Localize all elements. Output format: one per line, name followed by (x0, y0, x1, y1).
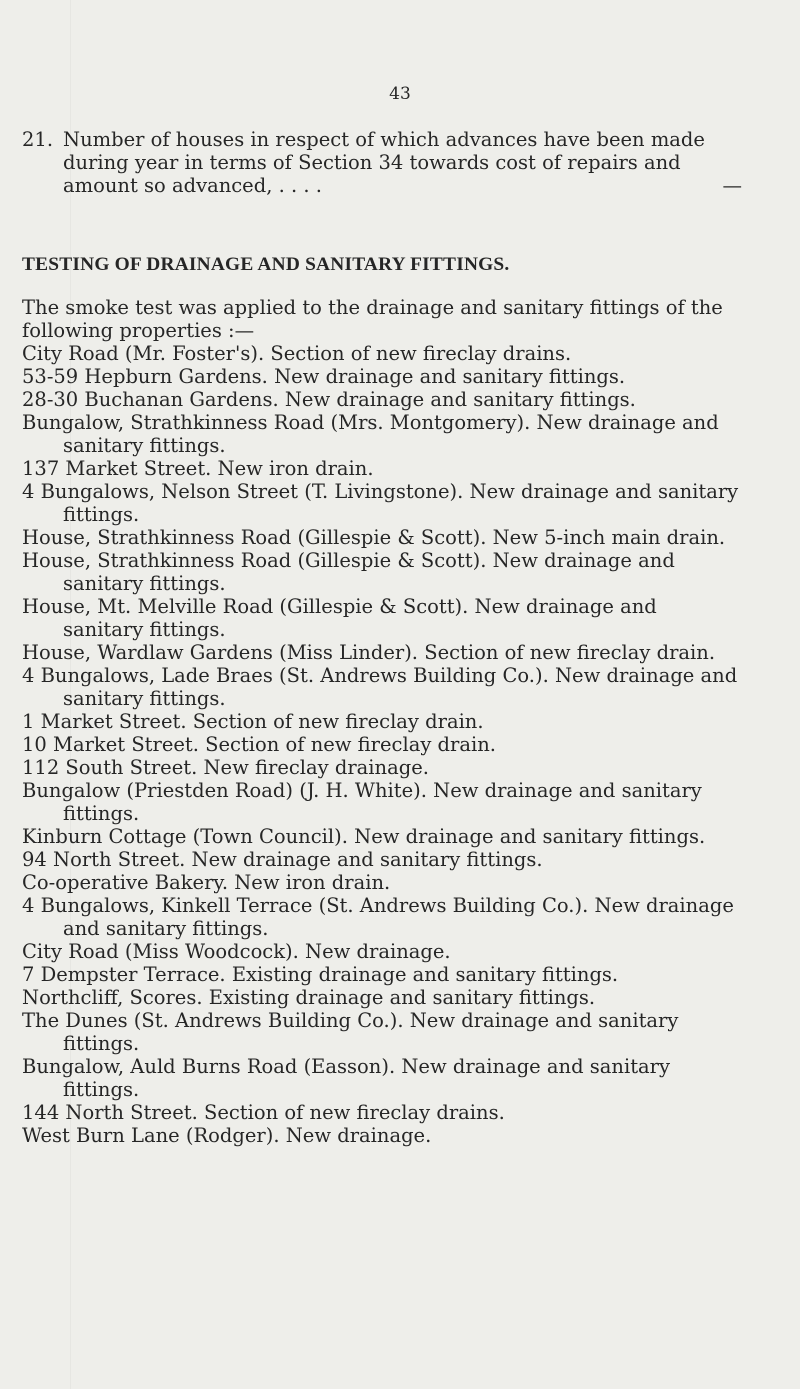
list-item: City Road (Mr. Foster's). Section of new fireclay drains. (22, 342, 572, 365)
list-item: 28-30 Buchanan Gardens. New drainage and sanitary fittings. (22, 388, 636, 411)
list-item: House, Strathkinness Road (Gillespie & Scott). New drainage and sanitary fittings. (22, 549, 675, 595)
section-heading: TESTING OF DRAINAGE AND SANITARY FITTINGS. (22, 254, 510, 275)
list-item: 1 Market Street. Section of new fireclay drain. (22, 710, 484, 733)
list-item: Northcliff, Scores. Existing drainage and sanitary fittings. (22, 986, 596, 1009)
list-item: 112 South Street. New fireclay drainage. (22, 756, 429, 779)
list-item: House, Strathkinness Road (Gillespie & Scott). New 5-inch main drain. (22, 526, 726, 549)
list-item: City Road (Miss Woodcock). New drainage. (22, 940, 451, 963)
list-item: The Dunes (St. Andrews Building Co.). New drainage and sanitary fittings. (22, 1009, 679, 1055)
list-item: Kinburn Cottage (Town Council). New drainage and sanitary fittings. (22, 825, 706, 848)
list-item: 137 Market Street. New iron drain. (22, 457, 374, 480)
item-text: Number of houses in respect of which advances have been made during year in terms of Section 34 towards cost of repairs and amount so advanced, . . . . (63, 128, 705, 197)
list-item: Co-operative Bakery. New iron drain. (22, 871, 391, 894)
item-21 (22, 128, 742, 197)
list-item: 7 Dempster Terrace. Existing drainage and sanitary fittings. (22, 963, 619, 986)
item-value: — (722, 174, 742, 197)
page-number: 43 (389, 84, 411, 104)
list-item: Bungalow (Priestden Road) (J. H. White). New drainage and sanitary fittings. (22, 779, 702, 825)
list-item: 94 North Street. New drainage and sanitary fittings. (22, 848, 543, 871)
property-list (22, 342, 742, 1147)
intro-paragraph: The smoke test was applied to the drainage and sanitary fittings of the following properties :— (22, 296, 723, 342)
list-item: Bungalow, Auld Burns Road (Easson). New drainage and sanitary fittings. (22, 1055, 671, 1101)
list-item: 144 North Street. Section of new fireclay drains. (22, 1101, 505, 1124)
item-number: 21. (22, 128, 54, 151)
list-item: House, Wardlaw Gardens (Miss Linder). Section of new fireclay drain. (22, 641, 716, 664)
list-item: 4 Bungalows, Lade Braes (St. Andrews Building Co.). New drainage and sanitary fittings. (22, 664, 738, 710)
list-item: House, Mt. Melville Road (Gillespie & Scott). New drainage and sanitary fittings. (22, 595, 657, 641)
list-item: 4 Bungalows, Kinkell Terrace (St. Andrews Building Co.). New drainage and sanitary fittings. (22, 894, 734, 940)
list-item: 10 Market Street. Section of new fireclay drain. (22, 733, 496, 756)
list-item: 53-59 Hepburn Gardens. New drainage and sanitary fittings. (22, 365, 626, 388)
list-item: 4 Bungalows, Nelson Street (T. Livingstone). New drainage and sanitary fittings. (22, 480, 739, 526)
list-item: Bungalow, Strathkinness Road (Mrs. Montgomery). New drainage and sanitary fittings. (22, 411, 719, 457)
list-item: West Burn Lane (Rodger). New drainage. (22, 1124, 432, 1147)
